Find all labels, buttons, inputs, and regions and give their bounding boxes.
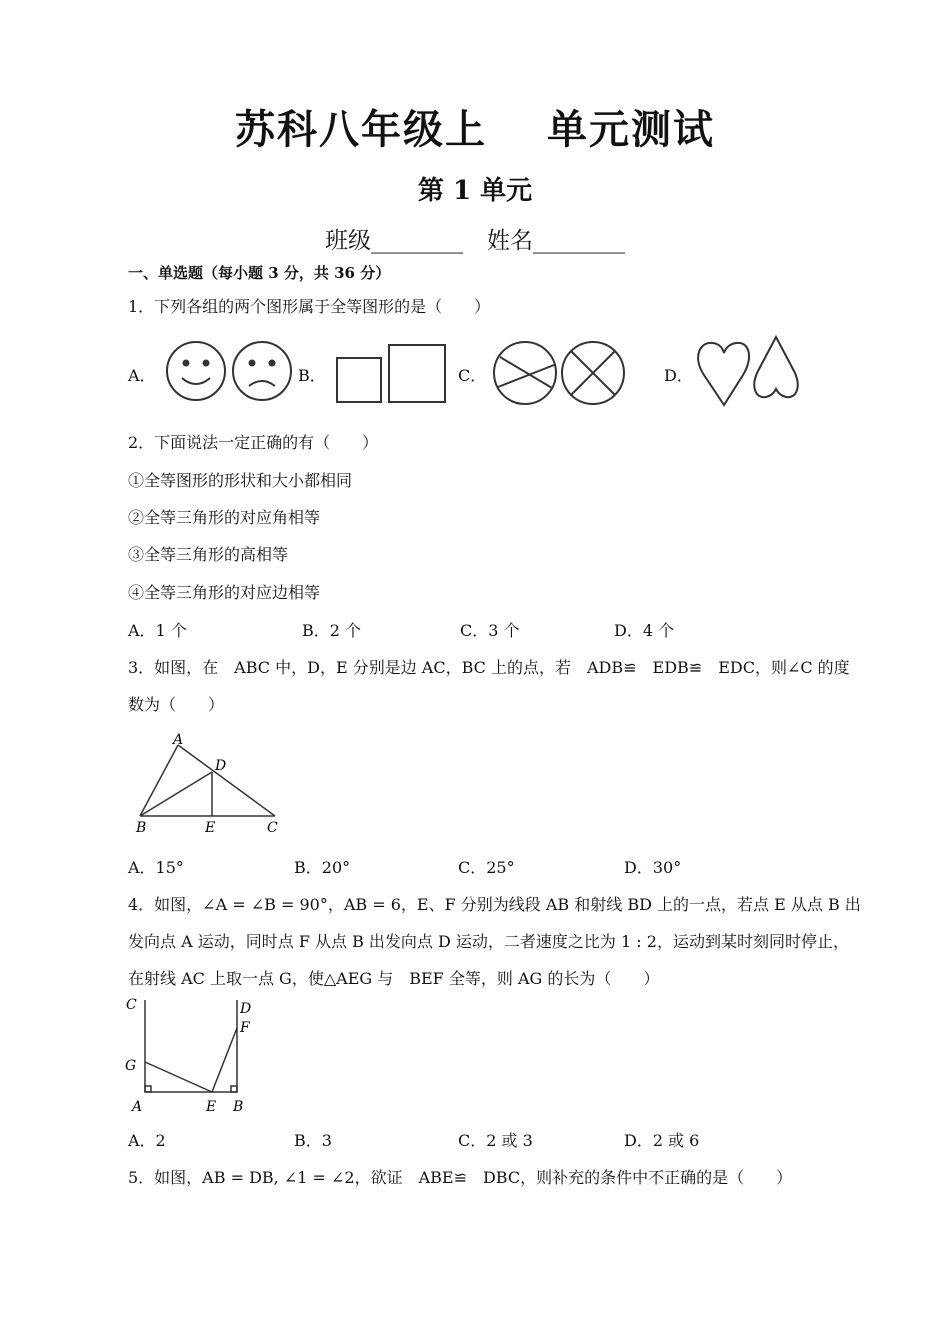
- q3-option-d: D．30°: [624, 858, 682, 877]
- q3-stem-line1: 3．如图，在 ABC 中，D，E 分别是边 AC，BC 上的点，若 ADB≌ EDB≌ EDC，则∠C 的度: [128, 658, 850, 677]
- q2-statement-3: ③全等三角形的高相等: [128, 545, 289, 564]
- q4-label-a: A: [132, 1099, 143, 1115]
- q1-figure-d-hearts: [696, 335, 806, 411]
- q2-option-b: B．2 个: [302, 621, 362, 640]
- q1-figure-c-circles: [490, 340, 628, 408]
- q3-label-c: C: [267, 820, 278, 836]
- q2-stem: 2．下面说法一定正确的有（ ）: [128, 433, 379, 452]
- q2-option-a: A．1 个: [128, 621, 187, 640]
- q4-stem-line2: 发向点 A 运动，同时点 F 从点 B 出发向点 D 运动，二者速度之比为 1 : 2，运动到某时刻同时停止，: [128, 932, 849, 951]
- q4-label-b: B: [233, 1099, 244, 1115]
- q4-label-e: E: [206, 1099, 217, 1115]
- q4-label-g: G: [125, 1058, 137, 1074]
- q1-figure-a-faces: [160, 338, 295, 404]
- q2-statement-4: ④全等三角形的对应边相等: [128, 583, 321, 602]
- q5-stem: 5．如图，AB = DB, ∠1 = ∠2，欲证 ABE≌ DBC，则补充的条件中不正确的是（ ）: [128, 1168, 793, 1187]
- q4-label-f: F: [240, 1020, 250, 1036]
- q4-option-a: A．2: [128, 1131, 166, 1150]
- q1-option-d: D．: [664, 366, 693, 385]
- class-name-line: [0, 222, 950, 255]
- q3-label-b: B: [136, 820, 147, 836]
- page-title: [0, 98, 950, 155]
- unit-heading: 第 1 单元: [417, 176, 533, 206]
- q2-statement-1: ①全等图形的形状和大小都相同: [128, 471, 353, 490]
- q4-label-d: D: [240, 1001, 252, 1017]
- q3-option-a: A．15°: [128, 858, 184, 877]
- q2-option-c: C．3 个: [460, 621, 520, 640]
- q1-option-a: A．: [128, 366, 156, 385]
- q4-option-b: B．3: [294, 1131, 332, 1150]
- title-right: 单元测试: [547, 107, 715, 153]
- q3-stem-line2: 数为（ ）: [128, 695, 225, 714]
- q1-option-c: C．: [458, 366, 487, 385]
- q2-option-d: D．4 个: [614, 621, 675, 640]
- q2-statement-2: ②全等三角形的对应角相等: [128, 508, 321, 527]
- q3-label-e: E: [205, 820, 216, 836]
- class-label: 班级________: [325, 228, 463, 254]
- q3-triangle-figure: [130, 728, 282, 838]
- q1-option-b: B．: [298, 366, 326, 385]
- q4-stem-line1: 4．如图，∠A = ∠B = 90°，AB = 6，E、F 分别为线段 AB 和射线 BD 上的一点，若点 E 从点 B 出: [128, 895, 861, 914]
- q3-label-a: A: [173, 732, 184, 748]
- name-label: 姓名________: [487, 228, 625, 254]
- q3-label-d: D: [215, 758, 227, 774]
- q3-option-c: C．25°: [458, 858, 515, 877]
- q4-label-c: C: [126, 997, 137, 1013]
- q1-stem: 1．下列各组的两个图形属于全等图形的是（ ）: [128, 297, 491, 316]
- section-heading: 一、单选题（每小题 3 分，共 36 分）: [128, 264, 391, 282]
- q4-option-d: D．2 或 6: [624, 1131, 700, 1150]
- q4-figure: [122, 994, 262, 1116]
- q3-option-b: B．20°: [294, 858, 351, 877]
- q4-option-c: C．2 或 3: [458, 1131, 533, 1150]
- q4-stem-line3: 在射线 AC 上取一点 G，使△AEG 与 BEF 全等，则 AG 的长为（ ）: [128, 969, 660, 988]
- title-left: 苏科八年级上: [235, 107, 487, 153]
- q1-figure-b-squares: [334, 342, 450, 406]
